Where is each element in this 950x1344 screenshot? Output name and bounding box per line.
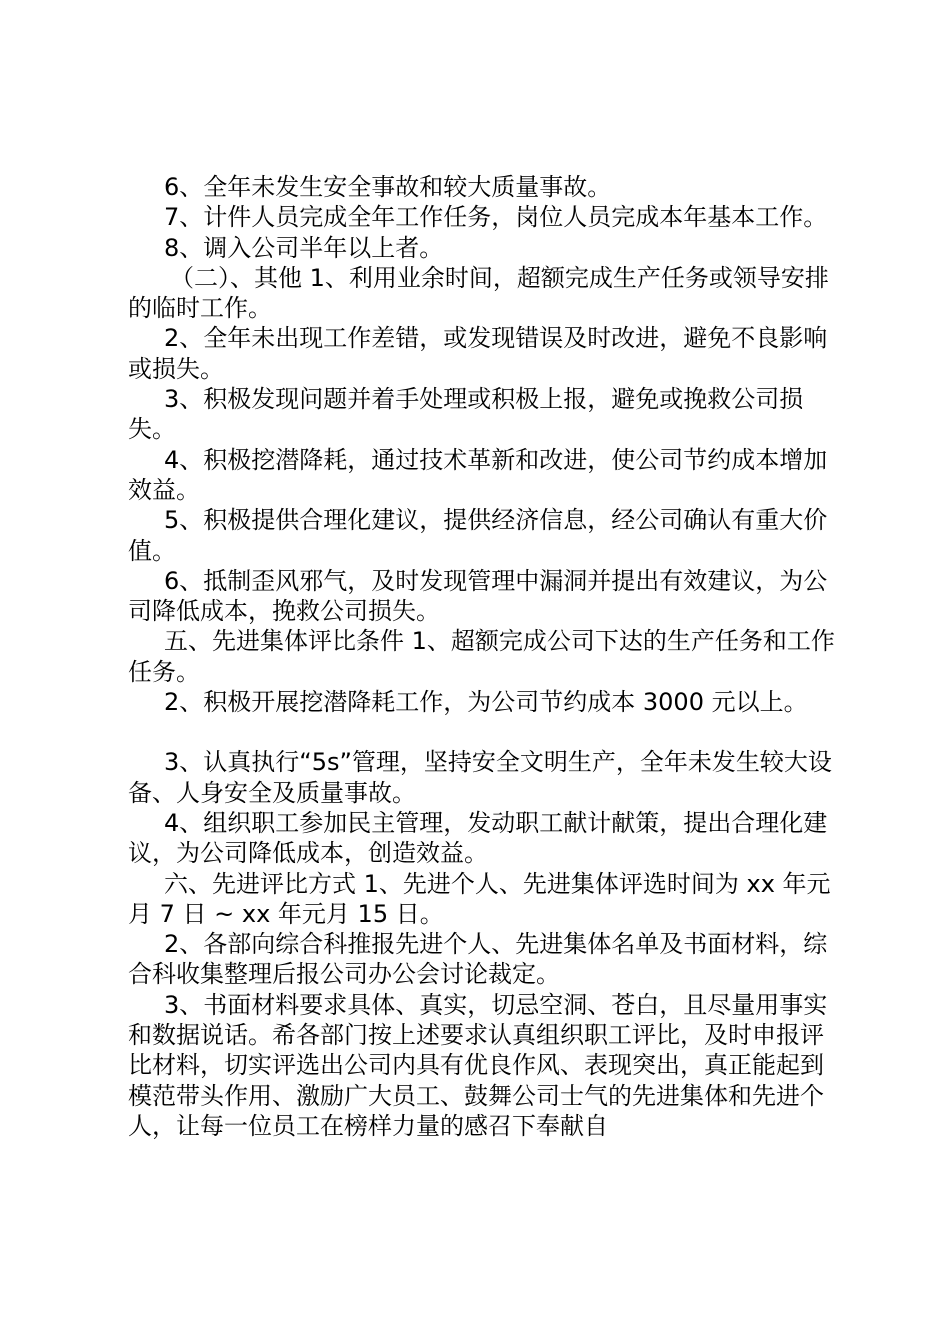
paragraph-3: 8、调入公司半年以上者。 xyxy=(164,233,444,262)
paragraph-4: （二）、其他 1、利用业余时间，超额完成生产任务或领导安排的临时工作。 xyxy=(128,263,829,323)
blank-line xyxy=(128,717,838,747)
paragraph-9: 6、抵制歪风邪气，及时发现管理中漏洞并提出有效建议，为公司降低成本，挽救公司损失。 xyxy=(128,566,828,626)
paragraph-1: 6、全年未发生安全事故和较大质量事故。 xyxy=(164,173,612,201)
paragraph-7: 4、积极挖潜降耗，通过技术革新和改进，使公司节约成本增加效益。 xyxy=(128,445,828,504)
paragraph-14: 六、先进评比方式 1、先进个人、先进集体评选时间为 xx 年元月 7 日 ~ xx 年元月 15 日。 xyxy=(128,869,831,928)
paragraph-8: 5、积极提供合理化建议，提供经济信息，经公司确认有重大价值。 xyxy=(128,506,828,565)
paragraph-12: 3、认真执行“5s”管理，坚持安全文明生产，全年未发生较大设备、人身安全及质量事故。 xyxy=(128,748,832,807)
paragraph-6: 3、积极发现问题并着手处理或积极上报，避免或挽救公司损失。 xyxy=(128,385,804,444)
document-body xyxy=(128,172,838,1141)
paragraph-15: 2、各部向综合科推报先进个人、先进集体名单及书面材料，综合科收集整理后报公司办公会讨论裁定。 xyxy=(128,930,828,989)
paragraph-13: 4、组织职工参加民主管理，发动职工献计献策，提出合理化建议，为公司降低成本，创造效益。 xyxy=(128,808,828,868)
paragraph-5: 2、全年未出现工作差错，或发现错误及时改进，避免不良影响或损失。 xyxy=(128,324,828,383)
paragraph-2: 7、计件人员完成全年工作任务，岗位人员完成本年基本工作。 xyxy=(164,203,828,232)
paragraph-16: 3、书面材料要求具体、真实，切忌空洞、苍白，且尽量用事实和数据说话。希各部门按上述要求认真组织职工评比，及时申报评比材料，切实评选出公司内具有优良作风、表现突出，真正能起到模范带头作用、激励广大员工、鼓舞公司士气的先进集体和先进个人，让每一位员工在榜样力量的感召下奉献自 xyxy=(128,990,828,1140)
paragraph-11: 2、积极开展挖潜降耗工作，为公司节约成本 3000 元以上。 xyxy=(164,688,808,717)
paragraph-10: 五、先进集体评比条件 1、超额完成公司下达的生产任务和工作任务。 xyxy=(128,627,835,686)
